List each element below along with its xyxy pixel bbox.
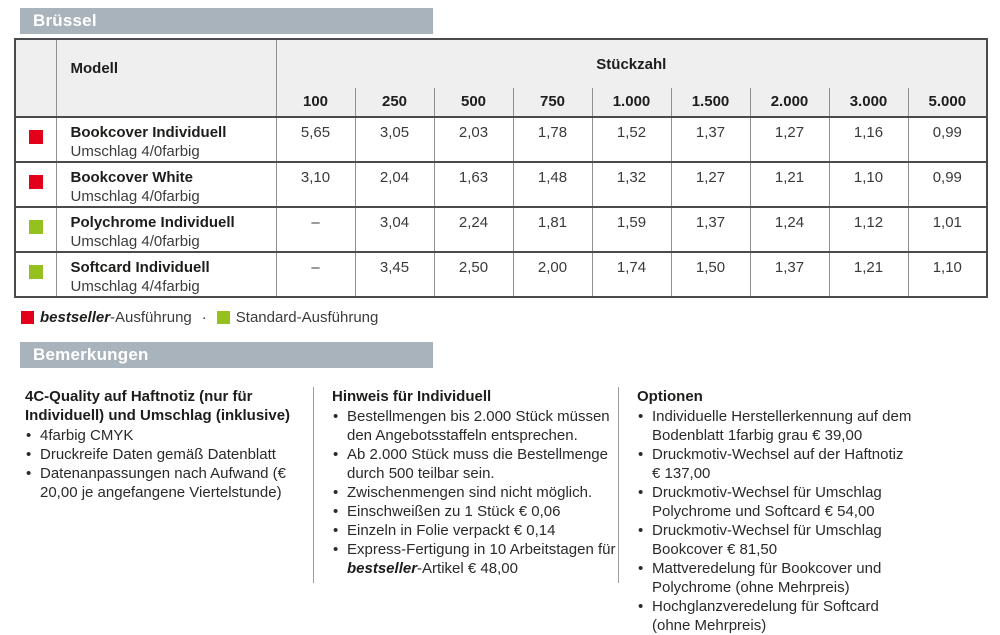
notes-bullet-list bbox=[25, 426, 313, 502]
table-row bbox=[15, 117, 987, 162]
quantity-column-header: 100 bbox=[276, 88, 355, 117]
price-cell: 1,21 bbox=[829, 252, 908, 297]
note-bullet-item: • Druckmotiv-Wechsel für Umschlag Bookcover € 81,50 bbox=[637, 521, 915, 559]
notes-column-2 bbox=[332, 387, 618, 578]
model-column-header: Modell bbox=[56, 39, 276, 117]
price-cell: 1,63 bbox=[434, 162, 513, 207]
price-cell: 1,32 bbox=[592, 162, 671, 207]
price-cell: 2,50 bbox=[434, 252, 513, 297]
column-divider bbox=[313, 387, 314, 583]
price-cell: 1,27 bbox=[671, 162, 750, 207]
price-cell: 1,01 bbox=[908, 207, 987, 252]
model-cell bbox=[56, 117, 276, 162]
price-cell: 1,24 bbox=[750, 207, 829, 252]
price-cell: 2,03 bbox=[434, 117, 513, 162]
column-divider bbox=[618, 387, 619, 583]
notes-bullet-list bbox=[332, 407, 618, 578]
note-bullet-item: • Individuelle Herstellerkennung auf dem Bodenblatt 1farbig grau € 39,00 bbox=[637, 407, 915, 445]
notes-column-1 bbox=[25, 387, 313, 502]
price-cell: 3,04 bbox=[355, 207, 434, 252]
price-cell: 1,59 bbox=[592, 207, 671, 252]
model-name: Polychrome Individuell bbox=[70, 214, 235, 231]
note-bullet-item: • Druckmotiv-Wechsel für Umschlag Polychrome und Softcard € 54,00 bbox=[637, 483, 915, 521]
model-subtitle: Umschlag 4/0farbig bbox=[70, 188, 200, 205]
notes-column-heading: Optionen bbox=[637, 388, 703, 405]
marker-cell bbox=[15, 252, 56, 297]
notes-column-heading: 4C-Quality auf Haftnotiz (nur für Individuell) und Umschlag (inklusive) bbox=[25, 388, 291, 424]
price-cell: 5,65 bbox=[276, 117, 355, 162]
price-cell: 2,24 bbox=[434, 207, 513, 252]
quantity-column-header: 2.000 bbox=[750, 88, 829, 117]
standard-legend-label: Standard-Ausführung bbox=[235, 309, 379, 326]
notes-section bbox=[25, 387, 1000, 635]
quantity-column-header: 3.000 bbox=[829, 88, 908, 117]
note-bullet-item: • Mattveredelung für Bookcover und Polychrome (ohne Mehrpreis) bbox=[637, 559, 915, 597]
note-bullet-item: • Hochglanzveredelung für Softcard (ohne Mehrpreis) bbox=[637, 597, 915, 635]
standard-legend-icon bbox=[217, 311, 230, 324]
price-cell: 1,27 bbox=[750, 117, 829, 162]
price-cell: 1,21 bbox=[750, 162, 829, 207]
bestseller-marker-icon bbox=[29, 175, 43, 189]
price-cell: 1,81 bbox=[513, 207, 592, 252]
price-cell: – bbox=[276, 207, 355, 252]
bestseller-marker-icon bbox=[29, 130, 43, 144]
table-row bbox=[15, 252, 987, 297]
price-cell: 1,16 bbox=[829, 117, 908, 162]
price-cell: 3,45 bbox=[355, 252, 434, 297]
notes-bullet-list bbox=[637, 407, 915, 635]
model-name: Softcard Individuell bbox=[70, 259, 210, 276]
model-cell bbox=[56, 162, 276, 207]
table-row bbox=[15, 207, 987, 252]
note-bullet-item: • 4farbig CMYK bbox=[25, 426, 313, 445]
price-cell: 2,00 bbox=[513, 252, 592, 297]
price-cell: 2,04 bbox=[355, 162, 434, 207]
note-bullet-item: • Einschweißen zu 1 Stück € 0,06 bbox=[332, 502, 618, 521]
price-cell: – bbox=[276, 252, 355, 297]
note-bullet-item: • Bestellmengen bis 2.000 Stück müssen den Angebotsstaffeln entsprechen. bbox=[332, 407, 618, 445]
note-bullet-item: • Druckmotiv-Wechsel auf der Haftnotiz € 137,00 bbox=[637, 445, 915, 483]
marker-column-header bbox=[15, 39, 56, 117]
model-subtitle: Umschlag 4/4farbig bbox=[70, 278, 200, 295]
price-cell: 1,37 bbox=[750, 252, 829, 297]
price-cell: 1,10 bbox=[908, 252, 987, 297]
model-subtitle: Umschlag 4/0farbig bbox=[70, 233, 200, 250]
marker-cell bbox=[15, 162, 56, 207]
quantity-column-header: 750 bbox=[513, 88, 592, 117]
price-cell: 3,10 bbox=[276, 162, 355, 207]
price-cell: 0,99 bbox=[908, 117, 987, 162]
notes-column-3 bbox=[637, 387, 915, 635]
notes-column-heading: Hinweis für Individuell bbox=[332, 388, 492, 405]
bestseller-legend-icon bbox=[21, 311, 34, 324]
model-name: Bookcover White bbox=[70, 169, 194, 186]
note-bullet-item: • Datenanpassungen nach Aufwand (€ 20,00 je angefangene Viertelstunde) bbox=[25, 464, 313, 502]
model-cell bbox=[56, 207, 276, 252]
quantity-column-header: 1.000 bbox=[592, 88, 671, 117]
note-bullet-item: • Einzeln in Folie verpackt € 0,14 bbox=[332, 521, 618, 540]
legend-separator: · bbox=[201, 309, 207, 326]
standard-marker-icon bbox=[29, 220, 43, 234]
price-cell: 1,12 bbox=[829, 207, 908, 252]
note-bullet-item: • Zwischenmengen sind nicht möglich. bbox=[332, 483, 618, 502]
note-bullet-item: • Express-Fertigung in 10 Arbeitstagen für bestseller-Artikel € 48,00 bbox=[332, 540, 618, 578]
prices-section-header: Brüssel bbox=[20, 8, 433, 34]
model-subtitle: Umschlag 4/0farbig bbox=[70, 143, 200, 160]
price-cell: 1,52 bbox=[592, 117, 671, 162]
price-cell: 1,74 bbox=[592, 252, 671, 297]
note-bullet-item: • Druckreife Daten gemäß Datenblatt bbox=[25, 445, 313, 464]
quantity-column-header: 5.000 bbox=[908, 88, 987, 117]
quantity-group-header: Stückzahl bbox=[276, 39, 987, 88]
price-table-body bbox=[15, 117, 987, 297]
price-cell: 1,37 bbox=[671, 207, 750, 252]
notes-section-header: Bemerkungen bbox=[20, 342, 433, 368]
legend bbox=[21, 309, 1000, 326]
price-cell: 0,99 bbox=[908, 162, 987, 207]
price-cell: 1,48 bbox=[513, 162, 592, 207]
note-bullet-item: • Ab 2.000 Stück muss die Bestellmenge durch 500 teilbar sein. bbox=[332, 445, 618, 483]
price-table bbox=[14, 38, 988, 298]
price-cell: 1,37 bbox=[671, 117, 750, 162]
quantity-column-header: 250 bbox=[355, 88, 434, 117]
standard-marker-icon bbox=[29, 265, 43, 279]
price-cell: 3,05 bbox=[355, 117, 434, 162]
quantity-column-header: 500 bbox=[434, 88, 513, 117]
price-cell: 1,10 bbox=[829, 162, 908, 207]
price-cell: 1,50 bbox=[671, 252, 750, 297]
marker-cell bbox=[15, 207, 56, 252]
bestseller-legend-label: bestseller-Ausführung bbox=[40, 309, 192, 326]
marker-cell bbox=[15, 117, 56, 162]
model-cell bbox=[56, 252, 276, 297]
model-name: Bookcover Individuell bbox=[70, 124, 227, 141]
quantity-column-header: 1.500 bbox=[671, 88, 750, 117]
table-row bbox=[15, 162, 987, 207]
price-cell: 1,78 bbox=[513, 117, 592, 162]
